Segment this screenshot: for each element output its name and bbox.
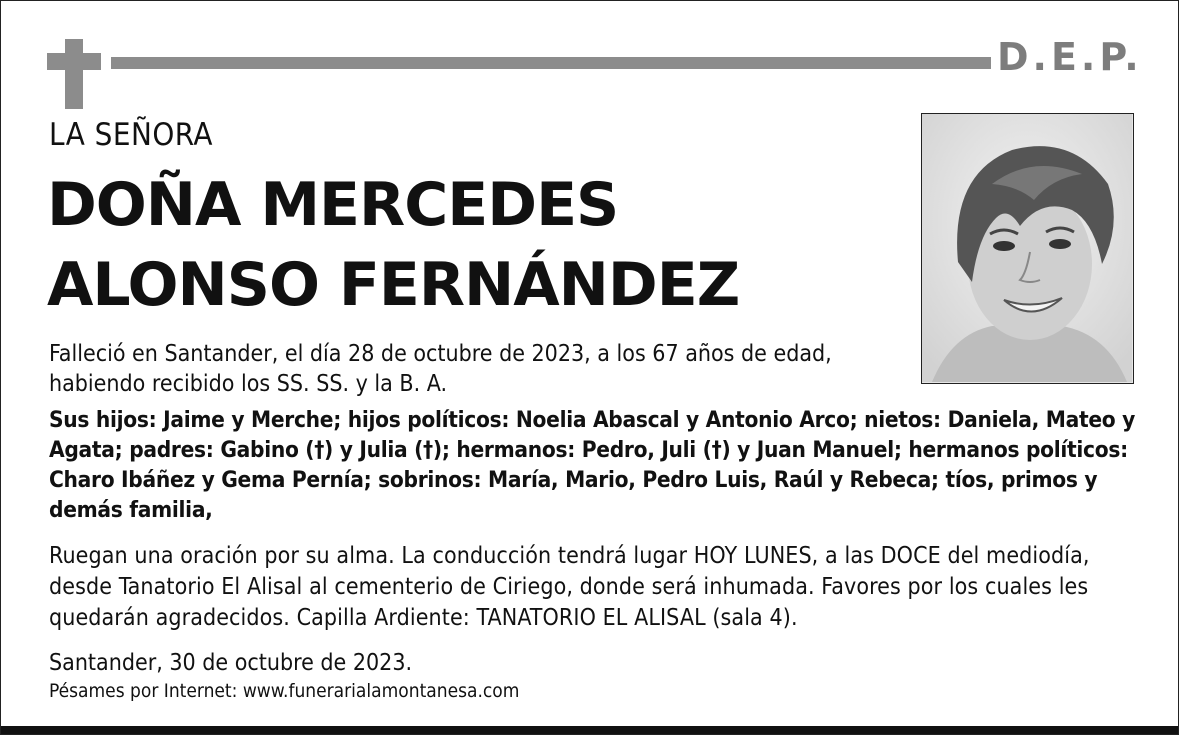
name-line-2: ALONSO FERNÁNDEZ bbox=[47, 250, 740, 320]
prayer-request: Ruegan una oración por su alma. La conducción tendrá lugar HOY LUNES, a las DOCE del mediodía, desde Tanatorio El Alisal al cementerio de Ciriego, donde será inhumada. Favores por los cuales les quedarán agradecidos. Capilla Ardiente: TANATORIO EL ALISAL (sala 4). bbox=[49, 543, 1090, 631]
dep-acronym: D.E.P. bbox=[997, 35, 1143, 79]
death-notice: Falleció en Santander, el día 28 de octubre de 2023, a los 67 años de edad, habiendo recibido los SS. SS. y la B. A. bbox=[49, 341, 832, 397]
deceased-name bbox=[47, 165, 739, 325]
header-rule bbox=[111, 57, 991, 69]
name-line-1: DOÑA MERCEDES bbox=[47, 170, 619, 240]
portrait-photo bbox=[921, 113, 1134, 384]
honorific: LA SEÑORA bbox=[49, 117, 213, 153]
place-date: Santander, 30 de octubre de 2023. bbox=[49, 650, 413, 676]
family-list: Sus hijos: Jaime y Merche; hijos políticos: Noelia Abascal y Antonio Arco; nietos: Daniela, Mateo y Agata; padres: Gabino (†) y Julia (†); hermanos: Pedro, Juli (†) y Juan Manuel; hermanos políticos: Charo Ibáñez y Gema Pernía; sobrinos: María, Mario, Pedro Luis, Raúl y Rebeca; tíos, primos y demás familia, bbox=[49, 407, 1136, 523]
online-condolences: Pésames por Internet: www.funerarialamontanesa.com bbox=[49, 680, 520, 702]
bottom-rule bbox=[1, 726, 1178, 734]
